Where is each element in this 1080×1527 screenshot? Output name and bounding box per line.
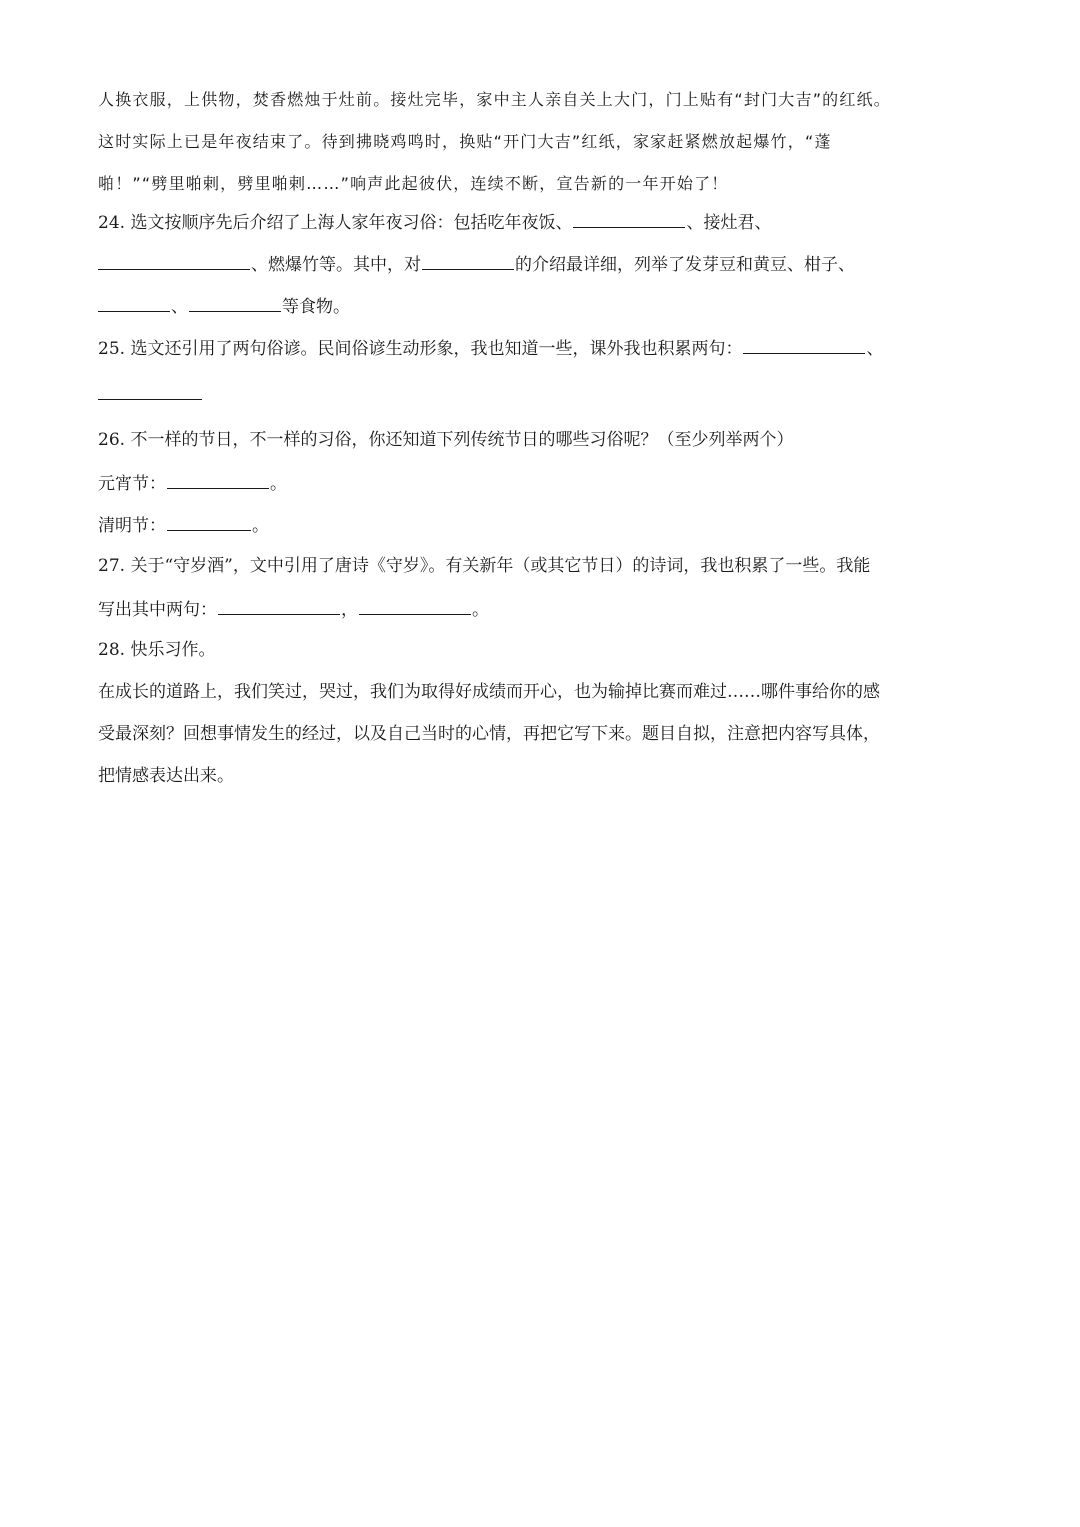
question-28-line-3: 把情感表达出来。 — [98, 766, 234, 786]
q25-blank-1[interactable] — [743, 333, 865, 354]
q24-blank-1[interactable] — [573, 207, 685, 228]
yuanxiao-blank[interactable] — [167, 468, 269, 489]
qingming-period: 。 — [252, 516, 269, 536]
passage-line-2: 这时实际上已是年夜结束了。待到拂晓鸡鸣时，换贴“开门大吉”红纸，家家赶紧燃放起爆竹，“蓬 — [98, 132, 832, 151]
q24-text-f: 等食物。 — [282, 297, 350, 317]
question-28-line-1: 在成长的道路上，我们笑过，哭过，我们为取得好成绩而开心，也为输掉比赛而难过……哪件事给你的感 — [98, 682, 880, 702]
qingming-label: 清明节： — [98, 516, 166, 536]
q27-text-b: ， — [341, 600, 358, 620]
question-24-line-1 — [98, 207, 998, 235]
q24-text-b: 、接灶君、 — [686, 213, 772, 233]
q24-text-c: 、燃爆竹等。其中，对 — [251, 255, 421, 275]
question-25-line-2 — [98, 379, 998, 407]
qingming-blank[interactable] — [167, 510, 251, 531]
q27-text-a: 写出其中两句： — [98, 600, 217, 620]
yuanxiao-label: 元宵节： — [98, 474, 166, 494]
q27-blank-2[interactable] — [359, 594, 471, 615]
question-26-qingming — [98, 510, 998, 538]
question-24-line-2 — [98, 249, 998, 277]
q25-text-end: 、 — [866, 339, 884, 359]
q24-text-d: 的介绍最详细，列举了发芽豆和黄豆、柑子、 — [515, 255, 855, 275]
q27-text-c: 。 — [472, 600, 489, 620]
q24-blank-2[interactable] — [98, 249, 250, 270]
q24-blank-5[interactable] — [189, 291, 281, 312]
q27-blank-1[interactable] — [218, 594, 340, 615]
q24-text-a: 24. 选文按顺序先后介绍了上海人家年夜习俗：包括吃年夜饭、 — [98, 213, 573, 233]
question-26-line-1: 26. 不一样的节日，不一样的习俗，你还知道下列传统节日的哪些习俗呢？（至少列举两个） — [98, 430, 794, 450]
q25-blank-2[interactable] — [98, 379, 202, 400]
question-28-line-2: 受最深刻？回想事情发生的经过，以及自己当时的心情，再把它写下来。题目自拟，注意把内容写具体， — [98, 724, 880, 744]
yuanxiao-period: 。 — [270, 474, 287, 494]
q25-text: 25. 选文还引用了两句俗谚。民间俗谚生动形象，我也知道一些，课外我也积累两句： — [98, 339, 743, 359]
question-26-yuanxiao — [98, 468, 998, 496]
question-27-line-2 — [98, 594, 998, 622]
passage-line-1: 人换衣服，上供物，焚香燃烛于灶前。接灶完毕，家中主人亲自关上大门，门上贴有“封门大吉”的红纸。 — [98, 90, 891, 109]
question-28-title: 28. 快乐习作。 — [98, 640, 216, 660]
passage-line-3: 啪！”“劈里啪剌，劈里啪剌……”响声此起彼伏，连续不断，宣告新的一年开始了！ — [98, 174, 729, 193]
question-24-line-3 — [98, 291, 998, 319]
q24-blank-3[interactable] — [422, 249, 514, 270]
q24-blank-4[interactable] — [98, 291, 170, 312]
q24-text-e: 、 — [171, 297, 188, 317]
exam-page — [98, 86, 998, 790]
question-27-line-1: 27. 关于“守岁酒”，文中引用了唐诗《守岁》。有关新年（或其它节日）的诗词，我也积累了一些。我能 — [98, 556, 871, 576]
question-25-line-1 — [98, 333, 998, 361]
